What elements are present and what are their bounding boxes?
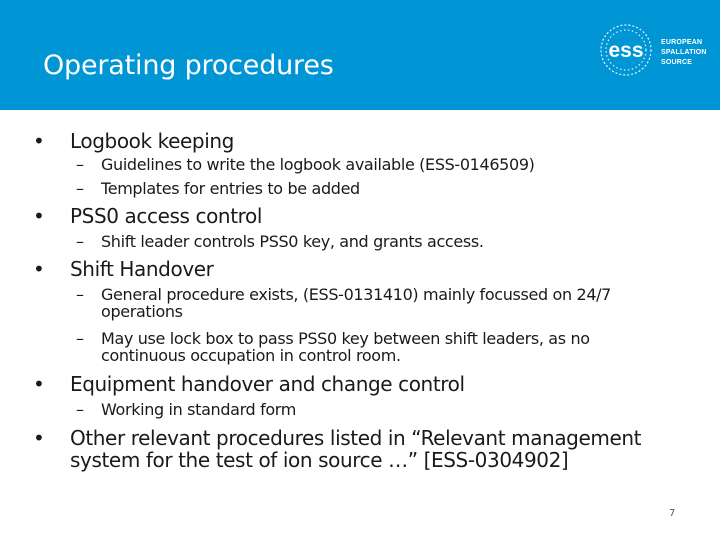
- bullet-item: [33, 257, 214, 281]
- sub-bullet-text: Shift leader controls PSS0 key, and grants access.: [101, 232, 484, 251]
- sub-bullet-text: Working in standard form: [101, 400, 296, 419]
- sub-bullet-text: continuous occupation in control room.: [101, 346, 401, 365]
- bullet-glyph: •: [33, 372, 45, 396]
- sub-bullet-item: [76, 285, 612, 321]
- slide-title: Operating procedures: [43, 50, 334, 81]
- logo-line: SOURCE: [661, 59, 693, 66]
- bullet-item: [33, 372, 465, 396]
- logo-line: SPALLATION: [661, 49, 707, 56]
- bullet-item: [33, 426, 642, 472]
- logo-line: EUROPEAN: [661, 39, 703, 46]
- bullet-glyph: •: [33, 204, 45, 228]
- sub-bullet-text: Templates for entries to be added: [101, 179, 360, 198]
- dash-glyph: –: [76, 285, 84, 304]
- sub-bullet-text: General procedure exists, (ESS-0131410) mainly focussed on 24/7: [101, 285, 612, 304]
- bullet-text: Logbook keeping: [70, 129, 234, 153]
- page-number: 7: [669, 508, 676, 519]
- sub-bullet-item: [76, 232, 484, 251]
- bullet-text: Other relevant procedures listed in “Relevant management: [70, 426, 642, 450]
- bullet-text: system for the test of ion source …” [ESS-0304902]: [70, 448, 569, 472]
- dash-glyph: –: [76, 155, 84, 174]
- sub-bullet-item: [76, 179, 360, 198]
- bullet-item: [33, 204, 263, 228]
- bullet-glyph: •: [33, 129, 45, 153]
- bullet-text: Shift Handover: [70, 257, 214, 281]
- bullet-item: [33, 129, 234, 153]
- sub-bullet-item: [76, 329, 590, 365]
- bullet-text: Equipment handover and change control: [70, 372, 465, 396]
- dash-glyph: –: [76, 179, 84, 198]
- bullet-glyph: •: [33, 257, 45, 281]
- bullet-text: PSS0 access control: [70, 204, 263, 228]
- dash-glyph: –: [76, 400, 84, 419]
- sub-bullet-text: Guidelines to write the logbook available (ESS-0146509): [101, 155, 535, 174]
- dash-glyph: –: [76, 329, 84, 348]
- sub-bullet-item: [76, 155, 535, 174]
- bullet-glyph: •: [33, 426, 45, 450]
- dash-glyph: –: [76, 232, 84, 251]
- sub-bullet-text: May use lock box to pass PSS0 key between shift leaders, as no: [101, 329, 590, 348]
- ess-logo-wordmark: ess: [608, 39, 644, 62]
- sub-bullet-item: [76, 400, 296, 419]
- sub-bullet-text: operations: [101, 302, 183, 321]
